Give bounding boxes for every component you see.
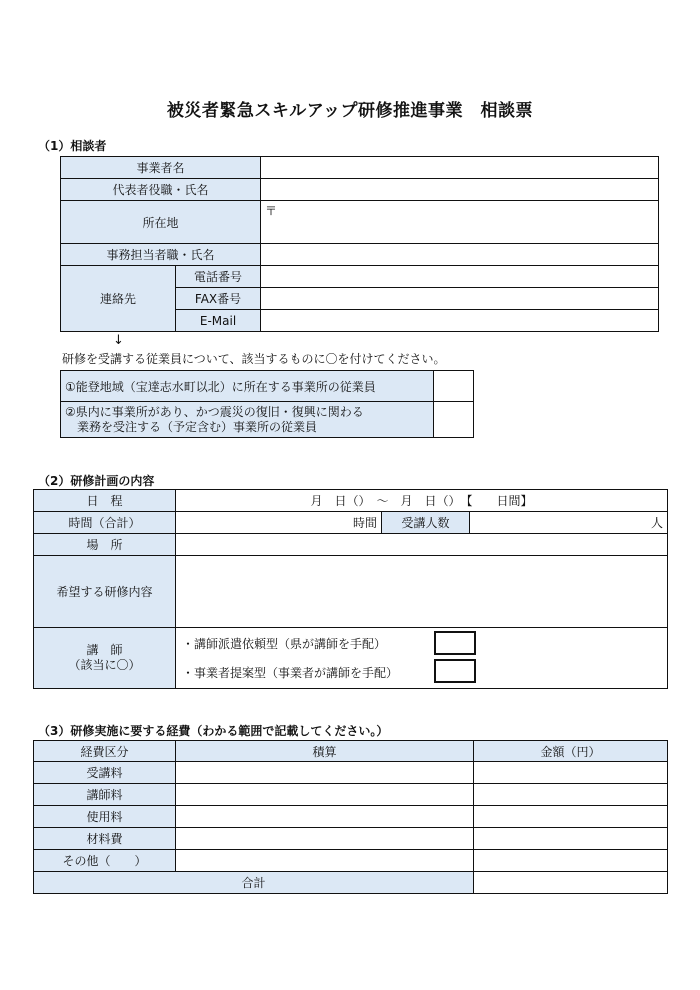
- address-label: 所在地: [61, 201, 261, 244]
- lecturer-label-sub: （該当に〇）: [68, 658, 141, 672]
- content-label: 希望する研修内容: [34, 556, 176, 628]
- expense-row-label: 材料費: [34, 828, 176, 850]
- expense-row-label: 講師料: [34, 784, 176, 806]
- calculation-header: 積算: [176, 741, 474, 762]
- lecturer-option-proposal: ・事業者提案型（事業者が講師を手配）: [182, 666, 399, 680]
- expenses-table: [33, 740, 668, 894]
- total-amount-field[interactable]: [474, 872, 668, 894]
- phone-field[interactable]: [261, 266, 659, 288]
- schedule-label: 日 程: [34, 490, 176, 512]
- calculation-field[interactable]: [176, 762, 474, 784]
- calculation-field[interactable]: [176, 850, 474, 872]
- calculation-field[interactable]: [176, 806, 474, 828]
- amount-field[interactable]: [474, 850, 668, 872]
- representative-field[interactable]: [261, 179, 659, 201]
- postal-mark: 〒: [265, 204, 278, 218]
- option-2-line1: ②県内に事業所があり、かつ震災の復旧・復興に関わる: [65, 404, 364, 419]
- amount-field[interactable]: [474, 828, 668, 850]
- schedule-field[interactable]: 月 日（） ～ 月 日（） 【 日間】: [176, 490, 668, 512]
- employee-options-table: [60, 370, 474, 438]
- expense-row-label: その他（ ）: [34, 850, 176, 872]
- fax-label: FAX番号: [176, 288, 261, 310]
- amount-field[interactable]: [474, 784, 668, 806]
- amount-field[interactable]: [474, 806, 668, 828]
- page-title: 被災者緊急スキルアップ研修推進事業 相談票: [166, 101, 534, 121]
- content-field[interactable]: [176, 556, 668, 628]
- option-1-checkbox[interactable]: [434, 371, 474, 402]
- company-name-field[interactable]: [261, 157, 659, 179]
- hours-label: 時間（合計）: [34, 512, 176, 534]
- hours-field[interactable]: [176, 512, 382, 534]
- lecturer-option-dispatch: ・講師派遣依頼型（県が講師を手配）: [182, 637, 387, 651]
- calculation-field[interactable]: [176, 828, 474, 850]
- option-1-label: ①能登地域（宝達志水町以北）に所在する事業所の従業員: [61, 371, 434, 402]
- expense-row-label: 受講料: [34, 762, 176, 784]
- amount-header: 金額（円）: [474, 741, 668, 762]
- hours-unit: 時間: [352, 516, 377, 530]
- email-field[interactable]: [261, 310, 659, 332]
- contact-label: 連絡先: [61, 266, 176, 332]
- venue-label: 場 所: [34, 534, 176, 556]
- option-2-line2: 業務を受注する（予定含む）事業所の従業員: [65, 419, 318, 434]
- expense-row-label: 使用料: [34, 806, 176, 828]
- phone-label: 電話番号: [176, 266, 261, 288]
- lecturer-label: [34, 628, 176, 689]
- training-plan-table: [33, 489, 668, 689]
- staff-contact-label: 事務担当者職・氏名: [61, 244, 261, 266]
- down-arrow-icon: ↓: [113, 333, 124, 348]
- section2-heading: （2）研修計画の内容: [38, 474, 155, 488]
- company-name-label: 事業者名: [61, 157, 261, 179]
- fax-field[interactable]: [261, 288, 659, 310]
- participants-unit: 人: [651, 516, 664, 530]
- representative-label: 代表者役職・氏名: [61, 179, 261, 201]
- employee-note: 研修を受講する従業員について、該当するものに〇を付けてください。: [62, 352, 446, 366]
- lecturer-field: [176, 628, 668, 689]
- section3-heading: （3）研修実施に要する経費（わかる範囲で記載してください。）: [38, 724, 389, 738]
- option-2-checkbox[interactable]: [434, 402, 474, 438]
- participants-label: 受講人数: [382, 512, 470, 534]
- amount-field[interactable]: [474, 762, 668, 784]
- section1-heading: （1）相談者: [38, 139, 107, 153]
- email-label: E-Mail: [176, 310, 261, 332]
- calculation-field[interactable]: [176, 784, 474, 806]
- participants-field[interactable]: [470, 512, 668, 534]
- option-2-label: [61, 402, 434, 438]
- lecturer-proposal-checkbox[interactable]: [434, 659, 476, 683]
- lecturer-dispatch-checkbox[interactable]: [434, 631, 476, 655]
- staff-contact-field[interactable]: [261, 244, 659, 266]
- total-label: 合計: [34, 872, 474, 894]
- lecturer-label-main: 講 師: [86, 643, 123, 657]
- expense-category-header: 経費区分: [34, 741, 176, 762]
- venue-field[interactable]: [176, 534, 668, 556]
- address-field[interactable]: [261, 201, 659, 244]
- applicant-table: [60, 156, 659, 332]
